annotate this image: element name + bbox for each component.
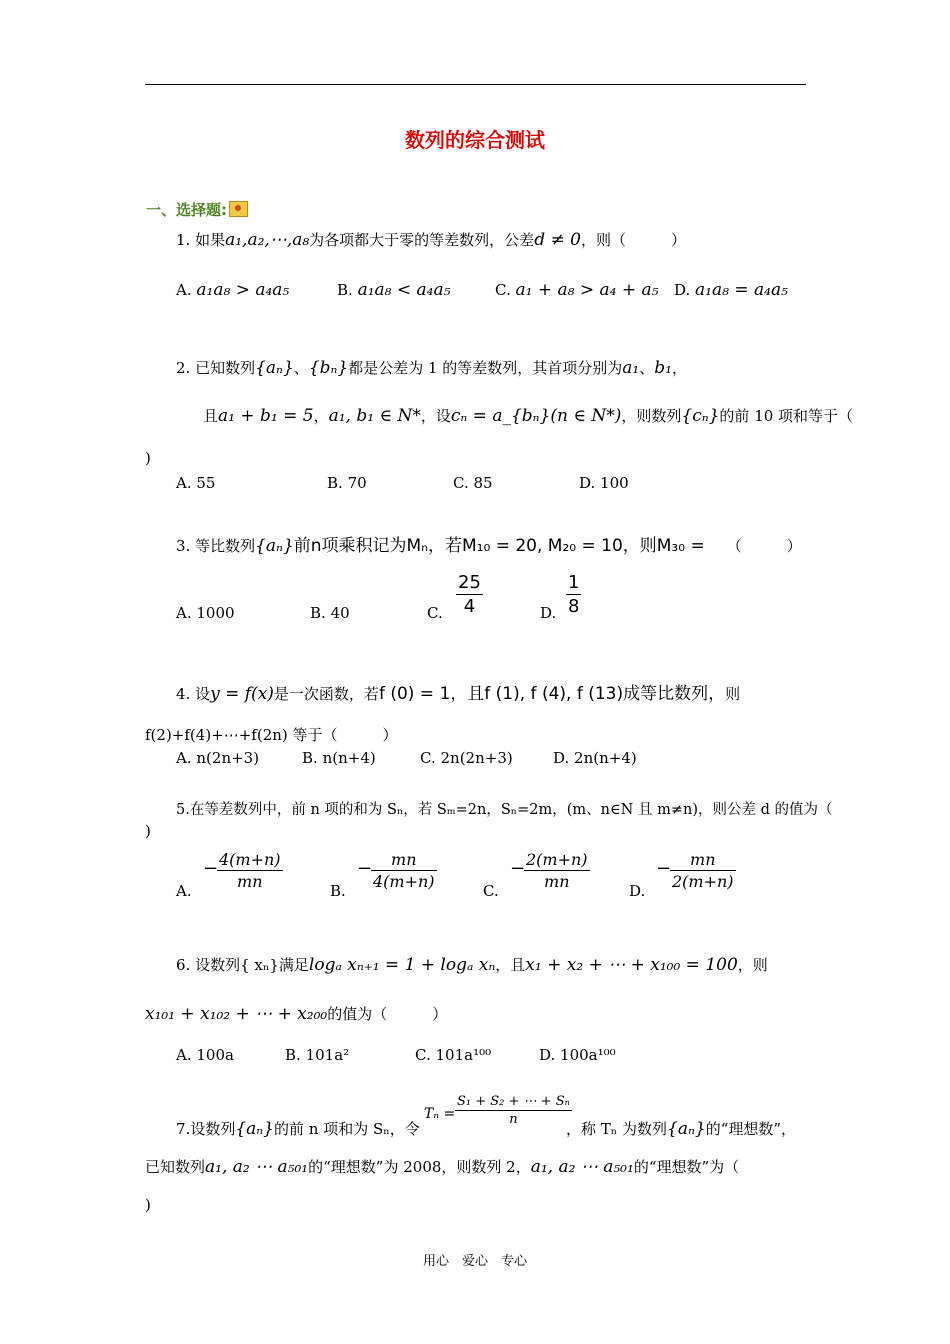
q4-option-a (176, 749, 259, 767)
q3-option-d-fraction (566, 572, 581, 617)
fraction-denominator: 2(m+n) (672, 872, 734, 891)
option-expr: a₁a₈ = a₄a₅ (695, 280, 788, 300)
q2-text: ， (313, 407, 329, 425)
q6-expr: x₁ + x₂ + ⋯ + x₁₀₀ = 100 (525, 955, 738, 975)
question-5 (176, 798, 832, 819)
q4-line-2: f(2)+f(4)+⋯+f(2n) 等于（ ） (145, 726, 398, 744)
question-2 (176, 357, 687, 378)
q7-number: 7. (176, 1120, 191, 1138)
option-label: C. (415, 1046, 431, 1064)
q6-expr: x₁₀₁ + x₁₀₂ + ⋯ + x₂₀₀ (145, 1004, 328, 1024)
q7-tn-label: Tₙ = (424, 1106, 456, 1122)
q4-number: 4. (176, 685, 191, 703)
q4-text: 是一次函数，若 (273, 685, 379, 703)
q5-line-2: ) (145, 822, 151, 840)
option-value: 100a (196, 1046, 234, 1064)
option-label: A. (176, 1046, 192, 1064)
q1-option-d (674, 280, 788, 300)
q3-option-a (176, 604, 235, 622)
option-label: C. (420, 749, 436, 767)
option-label: D. (553, 749, 570, 767)
q4-text: 则 (725, 685, 741, 703)
option-value: 101a¹⁰⁰ (435, 1046, 492, 1064)
option-value: 101a² (305, 1046, 350, 1064)
q7-text: 已知数列 (145, 1158, 206, 1176)
q2-line-2 (203, 405, 853, 426)
q4-option-c (420, 749, 513, 767)
q3-option-c-label: C. (427, 604, 443, 622)
option-label: B. (285, 1046, 301, 1064)
option-label: C. (495, 281, 511, 299)
option-value: 100a¹⁰⁰ (560, 1046, 616, 1064)
q3-number: 3. (176, 537, 191, 555)
q1-option-b (337, 280, 450, 300)
fraction-denominator: 8 (568, 596, 580, 617)
q6-option-a (176, 1046, 234, 1064)
header-rule (145, 84, 806, 85)
q3-option-b (310, 604, 350, 622)
fraction-denominator: 4(m+n) (373, 872, 435, 891)
q7-line-1-end (566, 1118, 796, 1139)
q7-text: 设数列 (190, 1120, 236, 1138)
option-label: B. (310, 604, 326, 622)
folder-icon (229, 201, 248, 217)
q2-option-b (327, 474, 367, 492)
option-value: 70 (347, 474, 367, 492)
fraction-numerator: mn (690, 850, 716, 869)
q5-option-b-fraction (371, 850, 437, 891)
q3-expr: 前n项乘积记为Mₙ，若M₁₀ = 20, M₂₀ = 10，则M₃₀ = (293, 536, 705, 556)
q6-text: ，则 (737, 956, 768, 974)
section-label: 一、选择题: (146, 201, 227, 219)
question-3 (176, 531, 802, 556)
q2-text: 已知数列 (195, 359, 256, 377)
option-value: 2n(2n+3) (440, 749, 513, 767)
q7-text: 的“理想数”为（ (633, 1158, 740, 1176)
q5-option-a-fraction (217, 850, 283, 891)
q1-text: 为各项都大于零的等差数列，公差 (309, 231, 535, 249)
option-label: A. (176, 604, 192, 622)
q4-text: 设 (195, 685, 211, 703)
page-title: 数列的综合测试 (405, 128, 545, 152)
q7-tn-fraction (455, 1094, 572, 1127)
q6-text: 的值为（ ） (327, 1005, 448, 1023)
q3-option-c-fraction (456, 572, 483, 617)
option-label: B. (302, 749, 318, 767)
q5-option-c-sign: − (510, 858, 526, 879)
option-value: 85 (473, 474, 493, 492)
q3-text: （ ） (726, 537, 802, 555)
q5-number: 5. (176, 802, 190, 818)
q3-expr: {aₙ} (255, 536, 294, 556)
q1-difference-expr: d ≠ 0 (534, 230, 581, 250)
q2-expr: a₁ (622, 358, 640, 378)
question-7 (176, 1118, 420, 1139)
q2-option-d (579, 474, 629, 492)
q1-option-c (495, 280, 658, 300)
q4-expr: y = f(x) (210, 684, 274, 704)
q2-expr: (n ∈ N*) (550, 406, 622, 426)
page-footer: 用心 爱心 专心 (422, 1254, 527, 1269)
q7-line-2 (145, 1156, 739, 1177)
fraction-denominator: n (509, 1112, 518, 1127)
option-label: A. (176, 474, 192, 492)
q2-text: 的前 10 项和等于（ (719, 407, 854, 425)
option-expr: a₁a₈ > a₄a₅ (196, 280, 290, 300)
q7-text: 的前 n 项和为 Sₙ，令 (274, 1120, 420, 1138)
q6-text: 设数列{ xₙ}满足 (195, 956, 309, 974)
fraction-numerator: mn (391, 850, 417, 869)
option-label: D. (539, 1046, 556, 1064)
option-label: A. (176, 281, 192, 299)
fraction-numerator: 2(m+n) (526, 850, 588, 869)
q6-line-2 (145, 1003, 447, 1024)
q6-number: 6. (176, 956, 191, 974)
option-value: 100 (600, 474, 629, 492)
q6-text: ，且 (495, 956, 526, 974)
q5-option-c-label: C. (483, 882, 499, 900)
q5-option-b-label: B. (330, 882, 346, 900)
q2-option-c (453, 474, 493, 492)
option-label: B. (337, 281, 353, 299)
q3-text: 等比数列 (195, 537, 256, 555)
q6-option-c (415, 1046, 491, 1064)
q1-text: ，则（ ） (580, 231, 686, 249)
fraction-numerator: 4(m+n) (219, 850, 281, 869)
option-value: 2n(n+4) (574, 749, 637, 767)
q2-text: ， (671, 359, 687, 377)
question-1 (176, 229, 686, 250)
option-label: A. (176, 749, 192, 767)
q2-expr: a₁, b₁ ∈ N* (328, 406, 421, 426)
fraction-numerator: S₁ + S₂ + ⋯ + Sₙ (457, 1094, 570, 1109)
q4-expr: f (0) = 1，且f (1), f (4), f (13)成等比数列， (378, 684, 726, 704)
fraction-numerator: 25 (458, 572, 481, 593)
q2-expr: {bₙ} (308, 358, 349, 378)
q4-option-d (553, 749, 637, 767)
q7-expr: a₁, a₂ ⋯ a₅₀₁ (530, 1157, 634, 1177)
q5-option-c-fraction (524, 850, 590, 891)
q7-expr: {aₙ} (667, 1119, 706, 1139)
q2-text: ，设 (420, 407, 451, 425)
option-value: 1000 (196, 604, 235, 622)
q7-text: ，称 Tₙ 为数列 (566, 1120, 668, 1138)
q6-option-d (539, 1046, 616, 1064)
option-expr: a₁a₈ < a₄a₅ (357, 280, 451, 300)
q2-text: ，则数列 (621, 407, 682, 425)
q2-expr: {aₙ} (255, 358, 294, 378)
q7-text: 的“理想数”， (705, 1120, 797, 1138)
option-label: D. (579, 474, 596, 492)
q5-option-a-sign: − (203, 858, 219, 879)
option-expr: a₁ + a₈ > a₄ + a₅ (515, 280, 659, 300)
option-value: 40 (330, 604, 350, 622)
q2-expr: b₁ (654, 358, 672, 378)
q2-number: 2. (176, 359, 191, 377)
q7-expr: {aₙ} (235, 1119, 274, 1139)
q1-option-a (176, 280, 289, 300)
fraction-denominator: mn (237, 872, 263, 891)
q5-option-d-label: D. (629, 882, 646, 900)
q4-option-b (302, 749, 376, 767)
section-heading (146, 199, 248, 220)
q7-line-3: ) (145, 1196, 151, 1214)
option-label: B. (327, 474, 343, 492)
option-value: n(2n+3) (196, 749, 260, 767)
q2-text: 都是公差为 1 的等差数列，其首项分别为 (348, 359, 623, 377)
q7-text: 的“理想数”为 2008，则数列 2， (308, 1158, 531, 1176)
q2-line-3: ) (145, 449, 151, 467)
q3-option-d-label: D. (540, 604, 557, 622)
fraction-numerator: 1 (568, 572, 580, 593)
q2-text: 、 (293, 359, 309, 377)
q2-expr: a₁ + b₁ = 5 (218, 406, 314, 426)
q5-option-b-sign: − (357, 858, 373, 879)
q2-expr: {cₙ} (681, 406, 720, 426)
fraction-denominator: 4 (463, 596, 476, 617)
q1-text: 如果 (195, 231, 226, 249)
q2-option-a (176, 474, 215, 492)
q5-option-d-sign: − (656, 858, 672, 879)
fraction-denominator: mn (544, 872, 570, 891)
q6-expr: logₐ xₙ₊₁ = 1 + logₐ xₙ (308, 955, 496, 975)
option-label: D. (674, 281, 691, 299)
q7-expr: a₁, a₂ ⋯ a₅₀₁ (205, 1157, 309, 1177)
q5-text: 在等差数列中，前 n 项的和为 Sₙ，若 Sₘ=2n，Sₙ=2m，(m、n∈N 且 m≠n)，则公差 d 的值为（ (189, 802, 833, 818)
option-label: C. (453, 474, 469, 492)
option-value: n(n+4) (322, 749, 376, 767)
question-4 (176, 679, 740, 704)
q2-text: 且 (203, 407, 219, 425)
q1-number: 1. (176, 231, 191, 249)
q6-option-b (285, 1046, 349, 1064)
option-value: 55 (196, 474, 216, 492)
q2-text: 、 (639, 359, 655, 377)
q5-option-a-label: A. (176, 882, 192, 900)
question-6 (176, 954, 768, 975)
q2-expr: cₙ = a_{bₙ} (450, 406, 551, 426)
q1-sequence-expr: a₁,a₂,⋯,a₈ (225, 230, 310, 250)
q5-option-d-fraction (670, 850, 736, 891)
